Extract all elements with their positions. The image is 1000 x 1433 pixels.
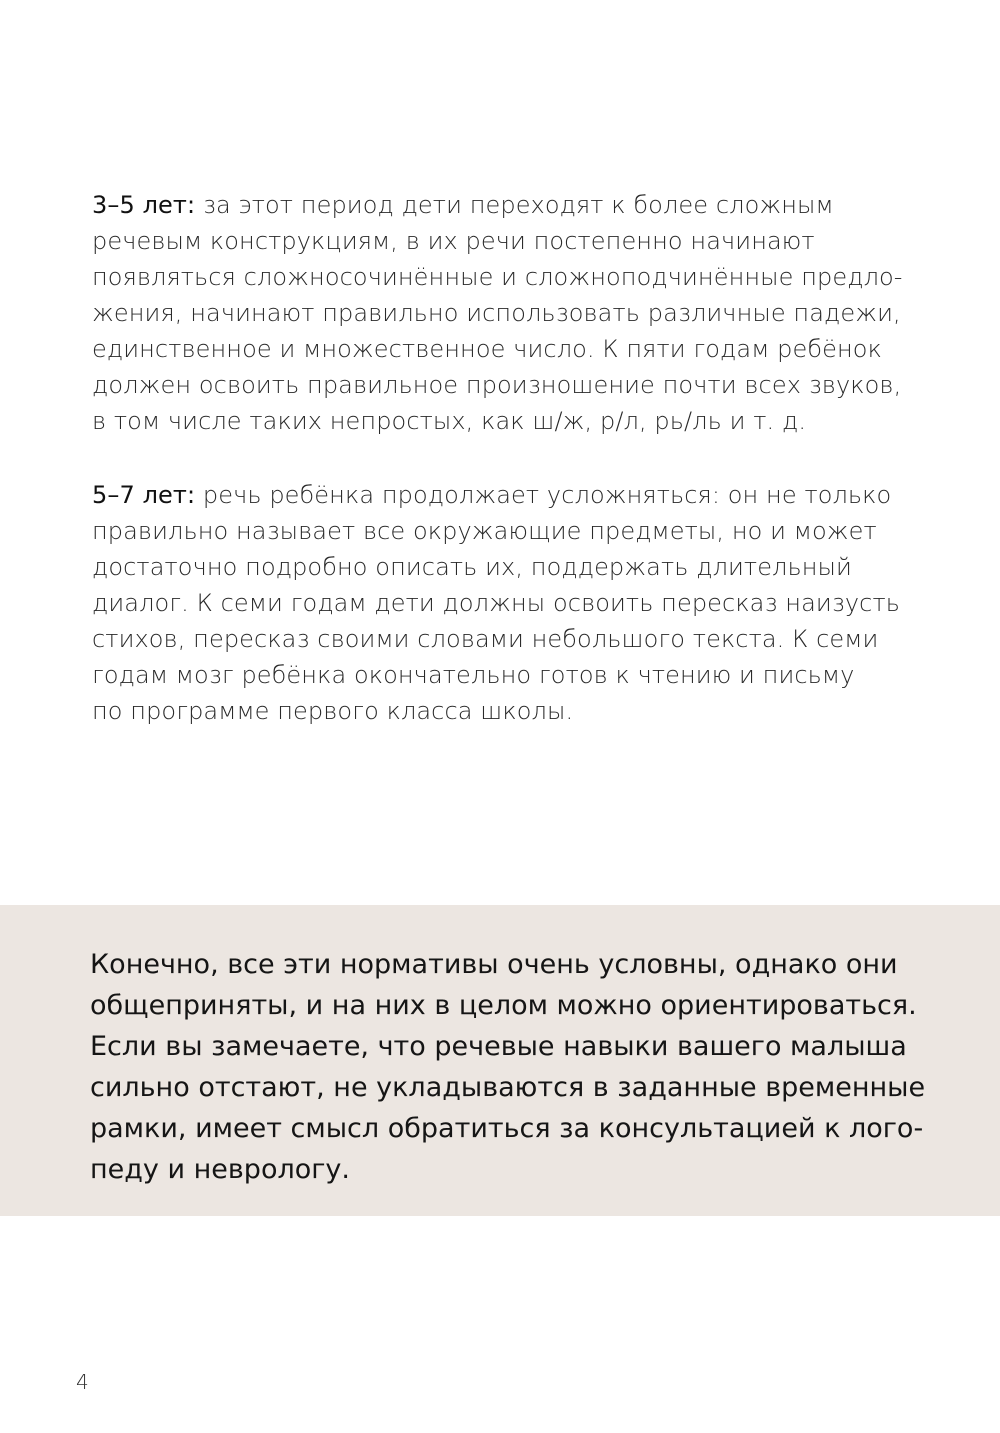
section-line-text: за этот период дети переходят к более сложным	[195, 191, 834, 219]
note-line: рамки, имеет смысл обратиться за консультацией к лого-	[90, 1113, 924, 1144]
section-line: речевым конструкциям, в их речи постепенно начинают	[92, 227, 815, 255]
section-line: диалог. К семи годам дети должны освоить пересказ наизусть	[92, 589, 900, 617]
section-line: стихов, пересказ своими словами небольшого текста. К семи	[92, 625, 879, 653]
section-line: жения, начинают правильно использовать различные падежи,	[92, 299, 901, 327]
note-line: Конечно, все эти нормативы очень условны, однако они	[90, 949, 898, 980]
section-line: достаточно подробно описать их, поддержать длительный	[92, 553, 852, 581]
section-line-text: речь ребёнка продолжает усложняться: он не только	[195, 481, 892, 509]
section-line: правильно называет все окружающие предметы, но и может	[92, 517, 877, 545]
section-line: должен освоить правильное произношение почти всех звуков,	[92, 371, 902, 399]
section-lead: 3–5 лет:	[92, 191, 196, 219]
section-line: появляться сложносочинённые и сложноподчинённые предло-	[92, 263, 903, 291]
note-text	[90, 944, 926, 1190]
section-line: по программе первого класса школы.	[92, 697, 574, 725]
section-age-5-7	[92, 477, 932, 729]
note-line: общеприняты, и на них в целом можно ориентироваться.	[90, 990, 917, 1021]
note-line: Если вы замечаете, что речевые навыки вашего малыша	[90, 1031, 907, 1062]
section-line: в том числе таких непростых, как ш/ж, р/л, рь/ль и т. д.	[92, 407, 807, 435]
section-line	[92, 187, 932, 223]
section-lead: 5–7 лет:	[92, 481, 196, 509]
section-line	[92, 477, 932, 513]
section-age-3-5	[92, 187, 932, 439]
section-line: годам мозг ребёнка окончательно готов к чтению и письму	[92, 661, 855, 689]
section-line: единственное и множественное число. К пяти годам ребёнок	[92, 335, 882, 363]
note-line: педу и неврологу.	[90, 1154, 350, 1185]
page-number: 4	[76, 1370, 89, 1394]
note-line: сильно отстают, не укладываются в заданные временные	[90, 1072, 926, 1103]
